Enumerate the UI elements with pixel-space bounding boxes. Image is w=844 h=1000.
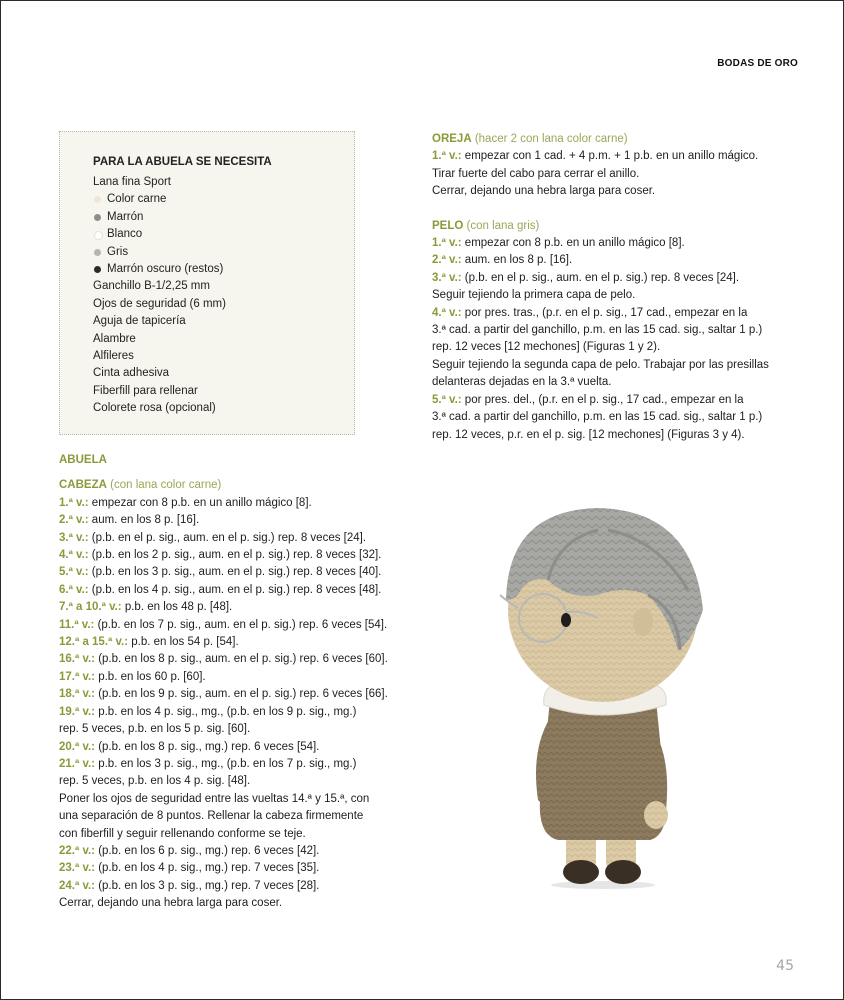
instruction-text: aum. en los 8 p. [16].: [461, 254, 573, 267]
instruction-text: p.b. en los 3 p. sig., mg., (p.b. en los 7 p. sig., mg.): [95, 757, 357, 770]
round-label: 18.ª v.:: [59, 688, 96, 701]
instruction-line: [59, 895, 388, 912]
instruction-text: (p.b. en el p. sig., aum. en el p. sig.) rep. 8 veces [24].: [461, 271, 740, 284]
instruction-line: [432, 427, 769, 444]
instruction-text: (p.b. en los 4 p. sig., aum. en el p. sig.) rep. 8 veces [48].: [88, 583, 382, 596]
materials-yarn: Lana fina Sport: [93, 176, 172, 188]
materials-title: PARA LA ABUELA SE NECESITA: [93, 156, 272, 168]
instruction-line: [59, 756, 388, 773]
instruction-text: Cerrar, dejando una hebra larga para coser.: [432, 185, 656, 198]
oreja-note: (hacer 2 con lana color carne): [474, 133, 628, 145]
round-label: 4.ª v.:: [432, 306, 462, 319]
instruction-text: delanteras dejadas en la 3.ª vuelta.: [432, 376, 612, 389]
instruction-line: [59, 617, 388, 634]
round-label: 1.ª v.:: [432, 150, 462, 163]
instruction-text: Poner los ojos de seguridad entre las vueltas 14.ª y 15.ª, con: [59, 792, 370, 805]
instruction-text: rep. 12 veces [12 mechones] (Figuras 1 y 2).: [432, 341, 661, 354]
instruction-text: Seguir tejiendo la primera capa de pelo.: [432, 289, 636, 302]
pelo-title: PELO: [432, 219, 464, 232]
instruction-line: [59, 686, 388, 703]
materials-color-name: Blanco: [107, 228, 143, 241]
instruction-line: [432, 357, 769, 374]
instruction-text: 3.ª cad. a partir del ganchillo, p.m. en las 15 cad. sig., saltar 1 p.): [432, 324, 763, 337]
instruction-text: empezar con 8 p.b. en un anillo mágico [8].: [88, 496, 312, 509]
section-heading-abuela: ABUELA: [59, 454, 107, 466]
instruction-line: [432, 409, 769, 426]
instruction-line: [59, 599, 388, 616]
instruction-text: p.b. en los 4 p. sig., mg., (p.b. en los 9 p. sig., mg.): [95, 705, 357, 718]
instruction-line: [59, 826, 388, 843]
instruction-line: [59, 843, 388, 860]
pelo-note: (con lana gris): [466, 219, 540, 232]
instruction-text: aum. en los 8 p. [16].: [88, 514, 200, 527]
page-number: 45: [776, 958, 794, 974]
round-label: 2.ª v.:: [432, 254, 462, 267]
instruction-text: (p.b. en los 2 p. sig., aum. en el p. sig.) rep. 8 veces [32].: [88, 549, 382, 562]
instruction-text: (p.b. en el p. sig., aum. en el p. sig.) rep. 8 veces [24].: [88, 531, 367, 544]
instruction-line: [59, 512, 388, 529]
instruction-text: p.b. en los 48 p. [48].: [121, 601, 233, 614]
instruction-text: una separación de 8 puntos. Rellenar la cabeza firmemente: [59, 810, 364, 823]
instruction-text: (p.b. en los 6 p. sig., mg.) rep. 6 veces [42].: [95, 844, 320, 857]
round-label: 17.ª v.:: [59, 670, 96, 683]
cabeza-instructions: [59, 495, 388, 913]
left-column: [59, 452, 388, 913]
instruction-text: (p.b. en los 9 p. sig., aum. en el p. sig.) rep. 6 veces [66].: [95, 688, 388, 701]
materials-color-name: Marrón: [107, 210, 144, 223]
round-label: 11.ª v.:: [59, 618, 95, 631]
instruction-text: Tirar fuerte del cabo para cerrar el anillo.: [432, 167, 640, 180]
instruction-text: rep. 5 veces, p.b. en los 5 p. sig. [60].: [59, 723, 251, 736]
round-label: 22.ª v.:: [59, 844, 96, 857]
materials-color-name: Marrón oscuro (restos): [107, 262, 224, 275]
materials-item: Colorete rosa (opcional): [93, 402, 216, 415]
instruction-line: [59, 530, 388, 547]
instruction-line: [432, 322, 769, 339]
instruction-line: [59, 651, 388, 668]
instruction-line: [59, 547, 388, 564]
instruction-text: p.b. en los 54 p. [54].: [128, 636, 239, 649]
cabeza-title: CABEZA: [59, 479, 107, 492]
round-label: 4.ª v.:: [59, 549, 89, 562]
instruction-text: (p.b. en los 3 p. sig., mg.) rep. 7 veces [28].: [95, 879, 320, 892]
color-swatch-dot: [94, 249, 101, 256]
materials-color-name: Gris: [107, 245, 129, 258]
instruction-line: [59, 739, 388, 756]
round-label: 23.ª v.:: [59, 862, 96, 875]
instruction-line: [432, 392, 769, 409]
materials-color-item: [93, 226, 226, 243]
materials-item: Fiberfill para rellenar: [93, 384, 198, 397]
round-label: 21.ª v.:: [59, 757, 96, 770]
round-label: 3.ª v.:: [432, 271, 462, 284]
instruction-text: (p.b. en los 3 p. sig., aum. en el p. sig.) rep. 8 veces [40].: [88, 566, 382, 579]
grandma-doll-photo: [488, 500, 728, 890]
instruction-line: [59, 634, 388, 651]
materials-item: Alambre: [93, 332, 136, 345]
round-label: 16.ª v.:: [59, 653, 96, 666]
oreja-instructions: [432, 148, 769, 200]
color-swatch-dot: [94, 196, 101, 203]
instruction-text: p.b. en los 60 p. [60].: [95, 670, 206, 683]
instruction-text: Seguir tejiendo la segunda capa de pelo. Trabajar por las presillas: [432, 358, 769, 371]
materials-item: Alfileres: [93, 349, 134, 362]
round-label: 12.ª a 15.ª v.:: [59, 636, 129, 649]
subsection-heading-pelo: [432, 218, 769, 235]
instruction-text: Cerrar, dejando una hebra larga para coser.: [59, 897, 283, 910]
materials-color-item: [93, 261, 226, 278]
round-label: 1.ª v.:: [59, 496, 89, 509]
instruction-text: con fiberfill y seguir rellenando conforme se teje.: [59, 827, 306, 840]
pelo-instructions: [432, 235, 769, 444]
subsection-heading-oreja: [432, 131, 769, 148]
instruction-text: (p.b. en los 8 p. sig., aum. en el p. sig.) rep. 6 veces [60].: [95, 653, 388, 666]
instruction-line: [59, 860, 388, 877]
materials-color-item: [93, 244, 226, 261]
materials-item: Cinta adhesiva: [93, 367, 170, 380]
instruction-line: [59, 582, 388, 599]
materials-color-name: Color carne: [107, 193, 167, 206]
instruction-line: [59, 791, 388, 808]
instruction-line: [59, 495, 388, 512]
instruction-line: [432, 183, 769, 200]
materials-box: [59, 131, 355, 435]
round-label: 19.ª v.:: [59, 705, 96, 718]
materials-color-item: [93, 191, 226, 208]
instruction-line: [59, 878, 388, 895]
color-swatch-dot: [94, 266, 101, 273]
materials-item: Ojos de seguridad (6 mm): [93, 297, 226, 310]
instruction-text: 3.ª cad. a partir del ganchillo, p.m. en las 15 cad. sig., saltar 1 p.): [432, 411, 763, 424]
instruction-line: [432, 235, 769, 252]
instruction-line: [59, 564, 388, 581]
instruction-line: [59, 808, 388, 825]
subsection-heading-cabeza: [59, 477, 388, 494]
round-label: 2.ª v.:: [59, 514, 89, 527]
instruction-text: empezar con 8 p.b. en un anillo mágico [8].: [461, 237, 685, 250]
instruction-text: (p.b. en los 8 p. sig., mg.) rep. 6 veces [54].: [95, 740, 320, 753]
round-label: 5.ª v.:: [59, 566, 89, 579]
round-label: 20.ª v.:: [59, 740, 96, 753]
instruction-text: (p.b. en los 4 p. sig., mg.) rep. 7 veces [35].: [95, 862, 320, 875]
instruction-text: (p.b. en los 7 p. sig., aum. en el p. sig.) rep. 6 veces [54].: [94, 618, 388, 631]
materials-color-item: [93, 209, 226, 226]
instruction-line: [432, 339, 769, 356]
round-label: 1.ª v.:: [432, 237, 462, 250]
instruction-text: por pres. del., (p.r. en el p. sig., 17 cad., empezar en la: [461, 393, 744, 406]
instruction-line: [432, 166, 769, 183]
round-label: 6.ª v.:: [59, 583, 89, 596]
instruction-line: [59, 704, 388, 721]
running-header: BODAS DE ORO: [717, 58, 798, 69]
instruction-line: [432, 374, 769, 391]
materials-list: [93, 174, 226, 417]
instruction-line: [59, 669, 388, 686]
materials-item: Ganchillo B-1/2,25 mm: [93, 280, 210, 293]
instruction-line: [59, 773, 388, 790]
materials-item: Aguja de tapicería: [93, 315, 186, 328]
right-column: [432, 131, 769, 444]
round-label: 24.ª v.:: [59, 879, 96, 892]
cabeza-note: (con lana color carne): [110, 479, 222, 492]
oreja-title: OREJA: [432, 133, 472, 145]
instruction-line: [432, 270, 769, 287]
instruction-line: [432, 252, 769, 269]
instruction-line: [59, 721, 388, 738]
instruction-text: rep. 5 veces, p.b. en los 4 p. sig. [48].: [59, 775, 251, 788]
color-swatch-dot: [94, 214, 101, 221]
color-swatch-dot: [94, 231, 103, 240]
round-label: 3.ª v.:: [59, 531, 89, 544]
round-label: 7.ª a 10.ª v.:: [59, 601, 122, 614]
instruction-text: empezar con 1 cad. + 4 p.m. + 1 p.b. en un anillo mágico.: [461, 150, 759, 163]
round-label: 5.ª v.:: [432, 393, 462, 406]
instruction-line: [432, 305, 769, 322]
instruction-line: [432, 287, 769, 304]
instruction-text: rep. 12 veces, p.r. en el p. sig. [12 mechones] (Figuras 3 y 4).: [432, 428, 745, 441]
instruction-line: [432, 148, 769, 165]
instruction-text: por pres. tras., (p.r. en el p. sig., 17 cad., empezar en la: [461, 306, 748, 319]
